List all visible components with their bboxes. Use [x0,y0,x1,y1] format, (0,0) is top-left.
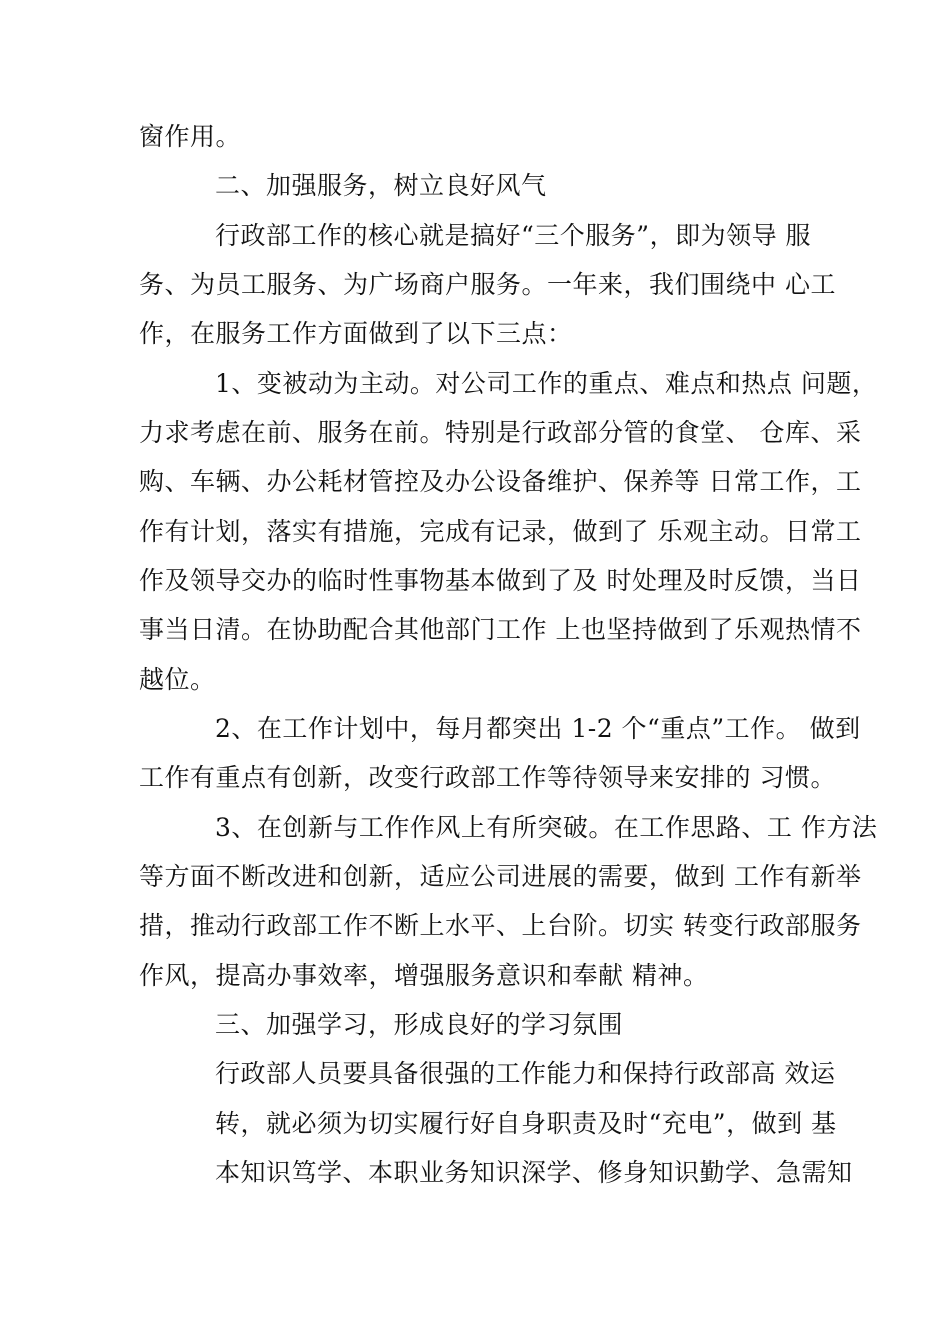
text-line: 措，推动行政部工作不断上水平、上台阶。切实 转变行政部服务 [139,911,862,940]
text-line: 事当日清。在协助配合其他部门工作 上也坚持做到了乐观热情不 [139,615,862,644]
text-line: 务、为员工服务、为广场商户服务。一年来，我们围绕中 心工 [139,270,836,299]
text-line: 1、变被动为主动。对公司工作的重点、难点和热点 问题， [215,369,878,398]
text-line: 作有计划，落实有措施，完成有记录，做到了 乐观主动。日常工 [139,517,862,546]
text-line: 越位。 [139,665,216,694]
text-line: 工作有重点有创新，改变行政部工作等待领导来安排的 习惯。 [139,763,836,792]
text-line: 行政部人员要具备很强的工作能力和保持行政部高 效运 [215,1059,836,1088]
text-line: 本知识笃学、本职业务知识深学、修身知识勤学、急需知 [215,1158,853,1187]
text-line: 作，在服务工作方面做到了以下三点： [139,319,573,348]
text-line: 作及领导交办的临时性事物基本做到了及 时处理及时反馈，当日 [139,566,862,595]
text-line: 购、车辆、办公耗材管控及办公设备维护、保养等 日常工作，工 [139,467,862,496]
text-line: 转，就必须为切实履行好自身职责及时“充电”，做到 基 [215,1109,837,1138]
text-line: 行政部工作的核心就是搞好“三个服务”，即为领导 服 [215,221,812,250]
text-line: 作风，提高办事效率，增强服务意识和奉献 精神。 [139,961,709,990]
text-line: 力求考虑在前、服务在前。特别是行政部分管的食堂、 仓库、采 [139,418,862,447]
text-line: 窗作用。 [139,122,242,151]
text-line: 3、在创新与工作作风上有所突破。在工作思路、工 作方法 [215,813,878,842]
text-line: 2、在工作计划中，每月都突出 1-2 个“重点”工作。 做到 [215,714,861,743]
section-heading: 三、加强学习，形成良好的学习氛围 [215,1010,624,1039]
text-line: 等方面不断改进和创新，适应公司进展的需要，做到 工作有新举 [139,862,862,891]
section-heading: 二、加强服务，树立良好风气 [215,171,547,200]
